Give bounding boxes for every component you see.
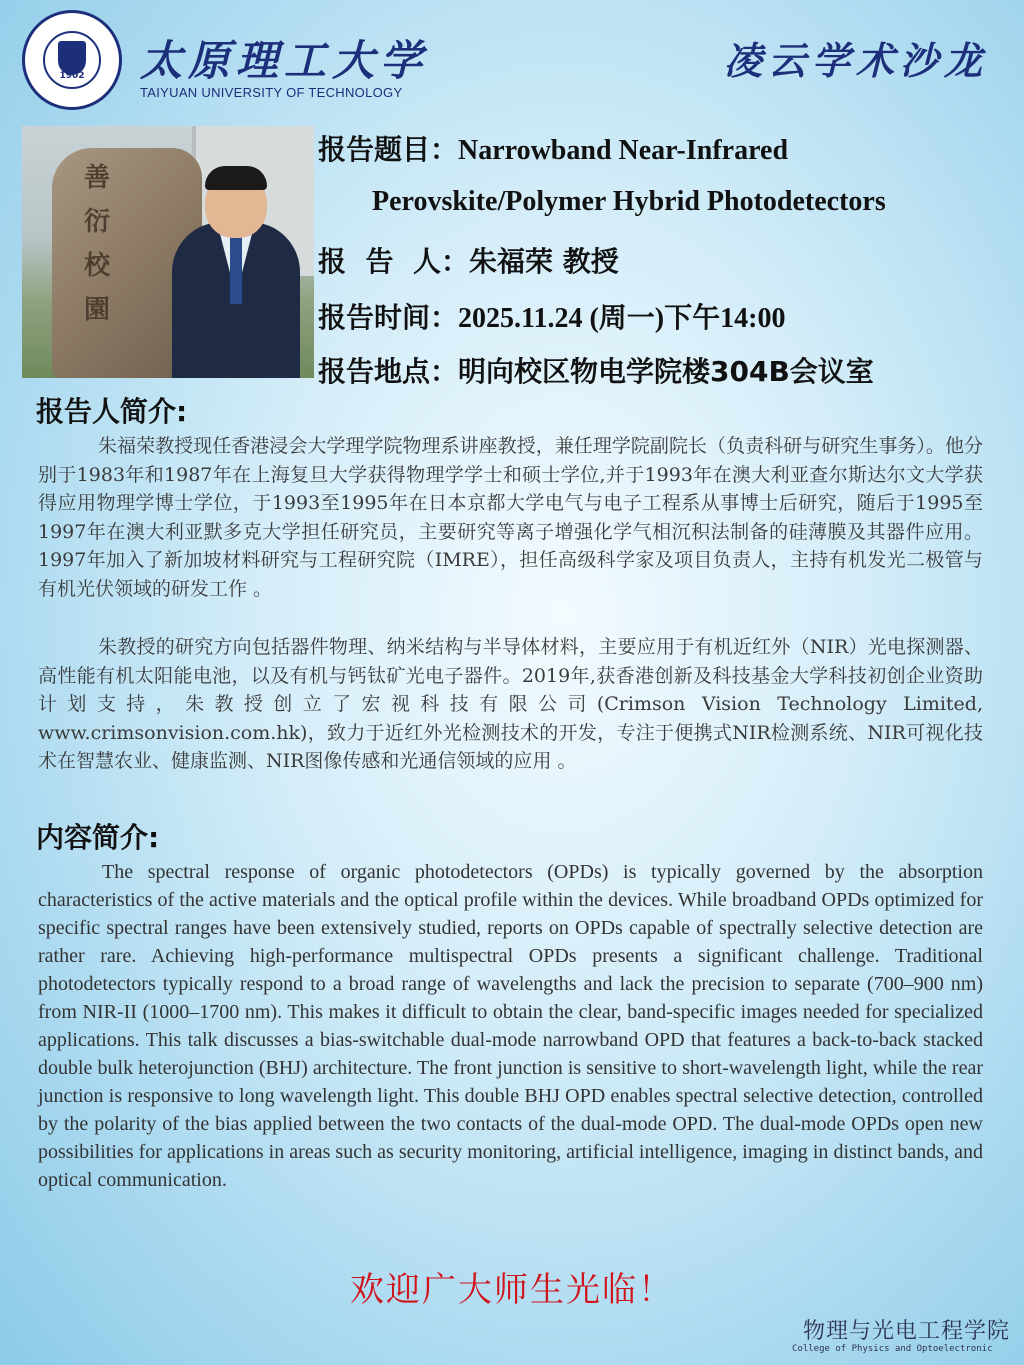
- talk-title-row: [318, 128, 788, 168]
- university-logo: [22, 10, 122, 110]
- speaker-tie: [230, 234, 242, 304]
- bio-heading: 报告人简介:: [36, 395, 188, 428]
- university-name-cn: 太原理工大学: [140, 36, 429, 85]
- speaker-row: [318, 240, 619, 280]
- abstract-heading: 内容简介:: [36, 821, 160, 854]
- abstract-text: The spectral response of organic photodetectors (OPDs) is typically governed by the absorption characteristics of the active materials and the optical profile within the devices. While broadband OPDs optimized for specific spectral ranges have been extensively studied, reports on OPDs capable of spectrally selective detection are rather rare. Achieving high-performance multispectral OPDs presents a significant challenge. Traditional photodetectors typically respond to a broad range of wavelengths and lack the precision to separate (700–900 nm) from NIR-II (1000–1700 nm). This makes it difficult to obtain the clear, band-specific images needed for specialized applications. This talk discusses a bias-switchable dual-mode narrowband OPD that features a back-to-back stacked double bulk heterojunction (BHJ) architecture. The front junction is sensitive to short-wavelength light, while the rear junction is responsive to long wavelength light. This double BHJ OPD enables spectral selective detection, controlled by the polarity of the bias applied between the two contacts of the dual-mode OPD. The dual-mode OPDs open new possibilities for applications in areas such as security monitoring, artificial intelligence, imaging in distinct bands, and optical communication.: [38, 861, 983, 1191]
- talk-title-label: 报告题目：: [318, 133, 459, 166]
- bio-paragraph-2: 朱教授的研究方向包括器件物理、纳米结构与半导体材料，主要应用于有机近红外（NIR）光电探测器、高性能有机太阳能电池，以及有机与钙钛矿光电子器件。2019年,获香港创新及科技基金大学科技初创企业资助计划支持，朱教授创立了宏视科技有限公司(Crimson Vision Technology Limited, www.crimsonvision.com.hk)，致力于近红外光检测技术的开发，专注于便携式NIR检测系统、NIR可视化技术在智慧农业、健康监测、NIR图像传感和光通信领域的应用 。: [38, 636, 983, 772]
- salon-title: 凌云学术沙龙: [723, 38, 988, 83]
- logo-year: 1902: [59, 71, 85, 81]
- shield-icon: [58, 41, 86, 75]
- bio-paragraph-1: 朱福荣教授现任香港浸会大学理学院物理系讲座教授，兼任理学院副院长（负责科研与研究生事务）。他分别于1983年和1987年在上海复旦大学获得物理学学士和硕士学位,并于1993年在澳大利亚查尔斯达尔文大学获得应用物理学博士学位，于1993至1995年在日本京都大学电气与电子工程系从事博士后研究，随后于1995至1997年在澳大利亚默多克大学担任研究员，主要研究等离子增强化学气相沉积法制备的硅薄膜及其器件应用。1997年加入了新加坡材料研究与工程研究院（IMRE），担任高级科学家及项目负责人，主持有机发光二极管与有机光伏领域的研发工作 。: [38, 435, 983, 600]
- welcome-message: 欢迎广大师生光临！: [350, 1270, 674, 1310]
- place-label: 报告地点：: [318, 355, 459, 388]
- college-name-cn: 物理与光电工程学院: [802, 1319, 1010, 1344]
- speaker-label: 报 告 人：: [318, 245, 469, 278]
- talk-time: 2025.11.24 (周一)下午14:00: [458, 303, 786, 334]
- logo-emblem: [43, 31, 101, 89]
- speaker-name: 朱福荣 教授: [469, 245, 619, 278]
- talk-title-row-2: [372, 184, 886, 218]
- time-label: 报告时间：: [318, 301, 459, 334]
- place-row: [318, 350, 874, 390]
- speaker-photo: [22, 126, 314, 378]
- time-row: [318, 296, 785, 336]
- speaker-hair: [205, 166, 267, 190]
- talk-place: 明向校区物电学院楼304B会议室: [458, 355, 874, 388]
- talk-title-line1: Narrowband Near-Infrared: [458, 135, 789, 166]
- talk-title-line2: Perovskite/Polymer Hybrid Photodetectors: [372, 186, 886, 217]
- stone-inscription: 善衍校園: [83, 163, 110, 325]
- university-name-en: TAIYUAN UNIVERSITY OF TECHNOLOGY: [140, 85, 403, 100]
- college-name-en: College of Physics and Optoelectronic: [792, 1344, 993, 1354]
